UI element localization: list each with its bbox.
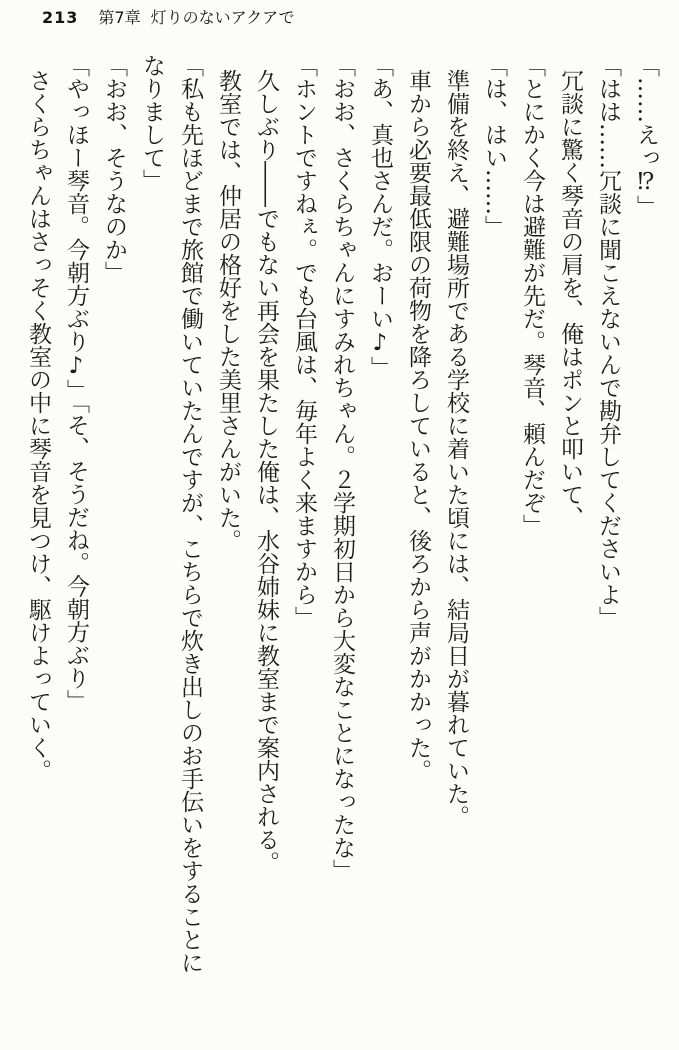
page-number: 213: [42, 8, 79, 27]
text-line: 「ホントですねぇ。でも台風は、毎年よく来ますから」: [291, 54, 317, 629]
text-line: 「おお、さくらちゃんにすみれちゃん。２学期初日から大変なことになったな」: [329, 54, 355, 882]
text-line: 「私も先ほどまで旅館で働いていたんですが、こちらで炊き出しのお手伝いをすることになりまして」: [139, 54, 203, 974]
text-line: 「とにかく今は避難が先だ。琴音、頼んだぞ」: [519, 54, 545, 537]
page-header: [42, 5, 295, 28]
chapter-title: 灯りのないアクアで: [150, 8, 295, 27]
text-line: 車から必要最低限の荷物を降ろしていると、後ろから声がかかった。: [405, 68, 431, 782]
text-line: 準備を終え、避難場所である学校に着いた頃には、結局日が暮れていた。: [443, 68, 469, 828]
body-text: [19, 54, 665, 976]
text-line: 「やっほー琴音。今朝方ぶり♪」「そ、そうだね。今朝方ぶり」: [63, 54, 89, 713]
text-line: 教室では、仲居の格好をした美里さんがいた。: [215, 68, 241, 552]
text-line: さくらちゃんはさっそく教室の中に琴音を見つけ、駆けよっていく。: [25, 68, 51, 782]
text-line: 「あ、真也さんだ。おーい♪」: [367, 54, 393, 379]
text-line: 冗談に驚く琴音の肩を、俺はポンと叩いて、: [557, 68, 583, 529]
text-line: 「は、はい……」: [481, 54, 507, 238]
text-line: 「……えっ⁉」: [633, 54, 659, 218]
text-line: 久しぶり――でもない再会を果たした俺は、水谷姉妹に教室まで案内される。: [253, 68, 279, 874]
text-line: 「はは……冗談に聞こえないんで勘弁してくださいよ」: [595, 54, 621, 629]
text-line: 「おお、そうなのか」: [101, 54, 127, 284]
chapter-label: 第7章: [98, 8, 141, 27]
